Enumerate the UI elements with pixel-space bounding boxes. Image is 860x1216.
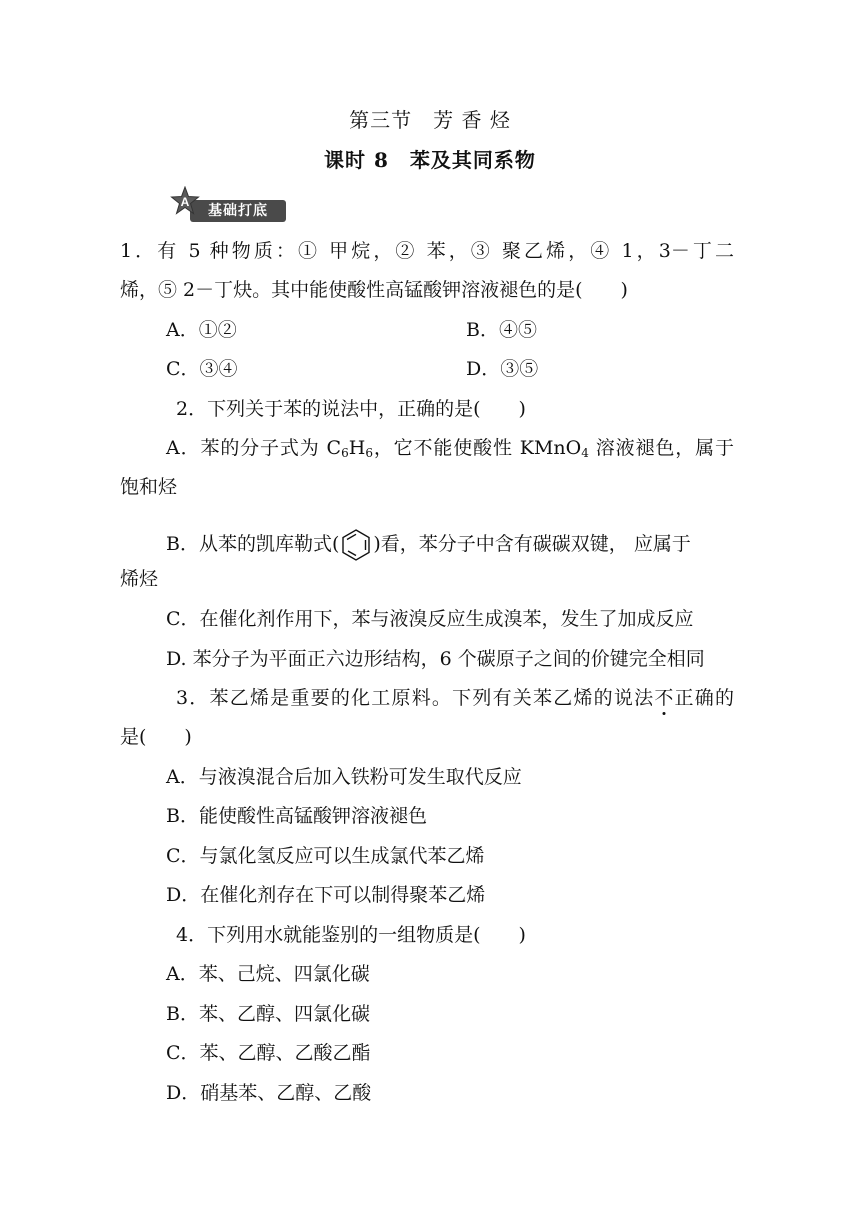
kekule-benzene-structure: [339, 528, 373, 562]
basic-level-badge: [170, 186, 288, 224]
q4-option-b: B．苯、乙醇、四氯化碳: [166, 1003, 370, 1025]
q3-stem: 3．苯乙烯是重要的化工原料。下列有关苯乙烯的说法不正确的: [176, 687, 734, 709]
badge-letter: A: [180, 195, 190, 209]
q2-option-a: A．苯的分子式为 $C_6H_6$，它不能使酸性 KMnO$_4$ 溶液褪色，属于: [166, 437, 734, 460]
q3-option-a: A．与液溴混合后加入铁粉可发生取代反应: [166, 766, 522, 788]
q3-option-c: C．与氯化氢反应可以生成氯代苯乙烯: [166, 845, 485, 867]
q4-option-c: C．苯、乙醇、乙酸乙酯: [166, 1042, 371, 1064]
q1-stem-line1: 1．有 5 种物质：① 甲烷，② 苯，③ 聚乙烯，④ 1，3－丁二: [120, 240, 734, 262]
q4-option-d: D．硝基苯、乙醇、乙酸: [166, 1082, 372, 1104]
q2-option-c: C．在催化剂作用下，苯与液溴反应生成溴苯，发生了加成反应: [166, 608, 694, 630]
q1-option-d: D．③⑤: [466, 358, 539, 380]
section-title: 第三节 芳 香 烃: [349, 108, 511, 132]
lesson-title: 课时 8 苯及其同系物: [324, 148, 536, 172]
q3-option-b: B．能使酸性高锰酸钾溶液褪色: [166, 805, 427, 827]
badge-label: 基础打底: [190, 200, 286, 222]
q2-option-b: B．从苯的凯库勒式( )看，苯分子中含有碳碳双键， 应属于: [166, 528, 734, 562]
star-icon: [170, 186, 200, 216]
q1-option-c: C．③④: [166, 358, 238, 380]
q1-option-b: B．④⑤: [466, 319, 537, 341]
q1-stem-line2: 烯，⑤ 2－丁炔。其中能使酸性高锰酸钾溶液褪色的是( ): [120, 279, 628, 301]
q2-option-b-line2: 烯烃: [120, 568, 159, 590]
q2-option-a-line2: 饱和烃: [120, 476, 178, 498]
q1-option-a: A．①②: [166, 319, 237, 341]
q3-option-d: D．在催化剂存在下可以制得聚苯乙烯: [166, 884, 486, 906]
q4-stem: 4．下列用水就能鉴别的一组物质是( ): [176, 924, 526, 946]
emphasis-not: 不: [654, 687, 674, 709]
q2-option-d: D. 苯分子为平面正六边形结构，6 个碳原子之间的价键完全相同: [166, 648, 705, 670]
q4-option-a: A．苯、己烷、四氯化碳: [166, 963, 370, 985]
q3-stem-line2: 是( ): [120, 726, 192, 748]
q2-stem: 2．下列关于苯的说法中，正确的是( ): [176, 398, 526, 420]
